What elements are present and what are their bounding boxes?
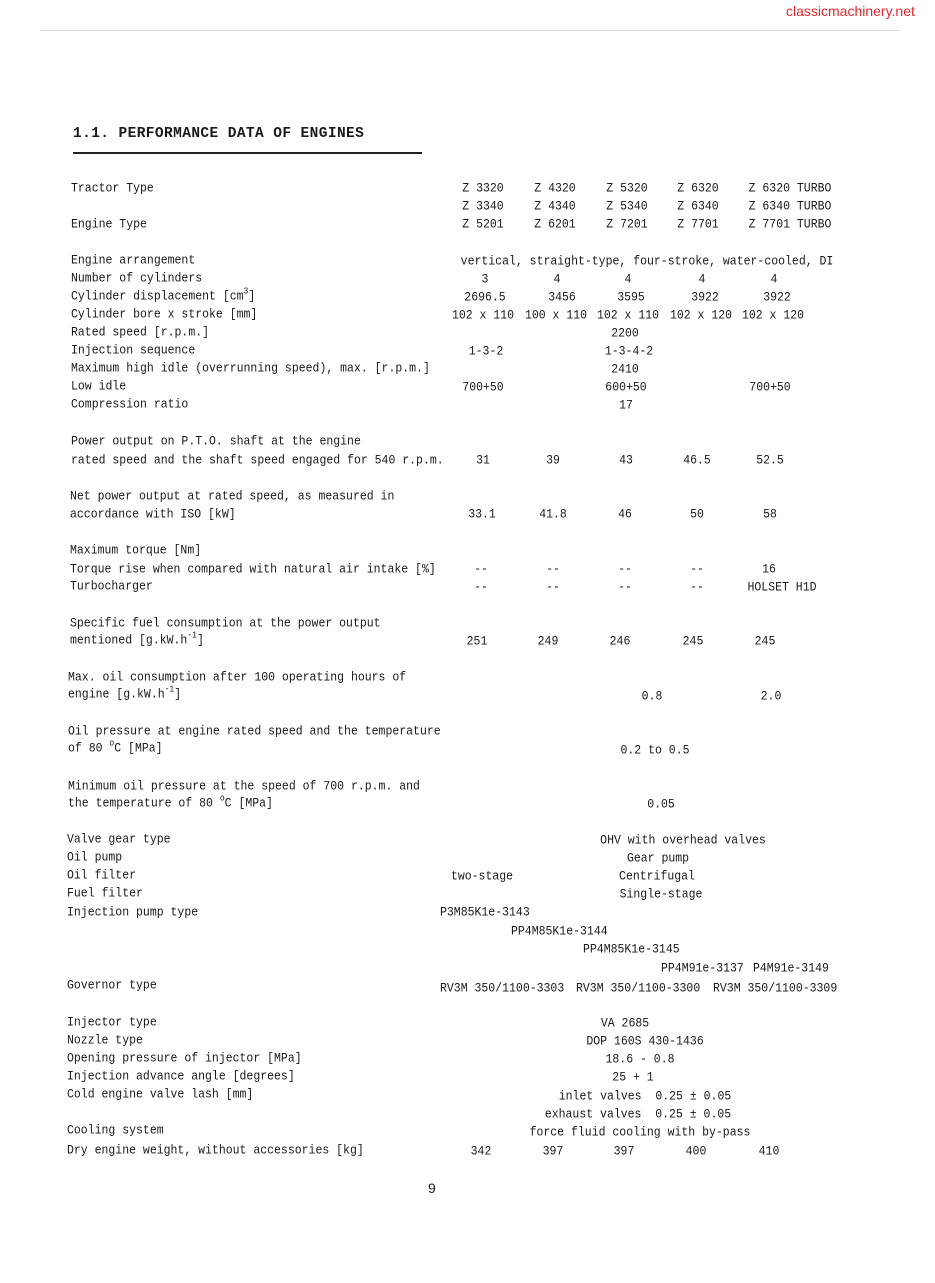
value: Gear pump bbox=[626, 850, 690, 866]
value: 1-3-2 bbox=[468, 343, 504, 359]
label: Injection pump type bbox=[67, 904, 199, 920]
label: Injector type bbox=[67, 1014, 157, 1030]
value: 246 bbox=[609, 633, 631, 649]
label: Torque rise when compared with natural air intake [%] bbox=[70, 561, 436, 577]
title-underline bbox=[73, 152, 422, 154]
label: Engine Type bbox=[71, 216, 147, 232]
value: 2696.5 bbox=[464, 289, 506, 305]
value: Centrifugal bbox=[619, 868, 695, 884]
header-rule bbox=[40, 30, 900, 31]
value: 2410 bbox=[611, 361, 639, 377]
value: 397 bbox=[613, 1143, 635, 1159]
value: 58 bbox=[763, 506, 777, 522]
label: Oil pump bbox=[67, 849, 123, 865]
value: 2200 bbox=[611, 325, 639, 341]
label: accordance with ISO [kW] bbox=[70, 506, 236, 522]
label: Nozzle type bbox=[67, 1032, 143, 1048]
value: 18.6 - 0.8 bbox=[605, 1051, 675, 1067]
value: PP4M85K1e-3145 bbox=[583, 941, 680, 957]
value: Z 3340 bbox=[462, 198, 504, 214]
value: Z 6201 bbox=[534, 216, 576, 232]
value: -- bbox=[474, 561, 488, 577]
value: 17 bbox=[619, 397, 633, 413]
value: VA 2685 bbox=[600, 1015, 650, 1031]
value: 3595 bbox=[617, 289, 645, 305]
value: Z 3320 bbox=[462, 180, 504, 196]
value: 102 x 120 bbox=[741, 307, 805, 323]
label: Engine arrangement bbox=[71, 252, 196, 268]
value: Z 5340 bbox=[606, 198, 648, 214]
value: 410 bbox=[758, 1143, 780, 1159]
value: Z 6320 TURBO bbox=[748, 180, 832, 196]
label: the temperature of 80 $^o$C [MPa] bbox=[68, 793, 273, 811]
value: 0.2 to 0.5 bbox=[620, 742, 690, 758]
label: Governor type bbox=[67, 977, 157, 993]
label: Specific fuel consumption at the power output bbox=[70, 615, 381, 631]
value: exhaust valves 0.25 ± 0.05 bbox=[544, 1106, 732, 1122]
label: Opening pressure of injector [MPa] bbox=[67, 1050, 302, 1066]
label: Fuel filter bbox=[67, 885, 143, 901]
label: mentioned $[g.kW.h^{-1}]$ bbox=[70, 630, 204, 648]
value: 3456 bbox=[548, 289, 576, 305]
value: inlet valves 0.25 ± 0.05 bbox=[558, 1088, 732, 1104]
value: 2.0 bbox=[760, 688, 782, 704]
section-title: 1.1. PERFORMANCE DATA OF ENGINES bbox=[73, 126, 365, 142]
value: 100 x 110 bbox=[524, 307, 588, 323]
label: Max. oil consumption after 100 operating hours of bbox=[68, 669, 407, 685]
value: 25 + 1 bbox=[612, 1069, 654, 1085]
watermark: classicmachinery.net bbox=[786, 3, 915, 19]
label: Oil filter bbox=[67, 867, 137, 883]
label: Power output on P.T.O. shaft at the engine bbox=[71, 433, 361, 449]
value: DOP 160S 430-1436 bbox=[586, 1033, 704, 1049]
label: Cold engine valve lash [mm] bbox=[67, 1086, 254, 1102]
value: Z 5320 bbox=[606, 180, 648, 196]
label: Cylinder bore x stroke [mm] bbox=[71, 306, 258, 322]
value: 4 bbox=[553, 271, 561, 287]
label: Cylinder displacement $[cm^3]$ bbox=[71, 286, 256, 304]
value: RV3M 350/1100-3303 bbox=[440, 980, 565, 996]
label: Dry engine weight, without accessories [kg] bbox=[67, 1142, 364, 1158]
value: 43 bbox=[619, 452, 633, 468]
label: Low idle bbox=[71, 378, 127, 394]
value: -- bbox=[690, 561, 704, 577]
value: RV3M 350/1100-3300 bbox=[576, 980, 701, 996]
label: Compression ratio bbox=[71, 396, 189, 412]
label: Cooling system bbox=[67, 1122, 164, 1138]
value: 33.1 bbox=[468, 506, 496, 522]
value: 3 bbox=[481, 271, 489, 287]
value: force fluid cooling with by-pass bbox=[529, 1124, 751, 1140]
value: -- bbox=[474, 579, 488, 595]
value: 342 bbox=[470, 1143, 492, 1159]
value: -- bbox=[690, 579, 704, 595]
value: 39 bbox=[546, 452, 560, 468]
value: 245 bbox=[754, 633, 776, 649]
label: Number of cylinders bbox=[71, 270, 203, 286]
value: 46 bbox=[618, 506, 632, 522]
label: rated speed and the shaft speed engaged for 540 r.p.m. bbox=[71, 452, 444, 468]
label: Rated speed [r.p.m.] bbox=[71, 324, 210, 340]
label: Injection advance angle [degrees] bbox=[67, 1068, 295, 1084]
value: 0.05 bbox=[647, 796, 675, 812]
value: 700+50 bbox=[749, 379, 791, 395]
value: PP4M85K1e-3144 bbox=[511, 923, 608, 939]
value: 4 bbox=[698, 271, 706, 287]
value: 50 bbox=[690, 506, 704, 522]
value: 1-3-4-2 bbox=[604, 343, 654, 359]
page-number: 9 bbox=[428, 1180, 436, 1196]
value: Z 7701 bbox=[677, 216, 719, 232]
value: -- bbox=[618, 561, 632, 577]
label: Valve gear type bbox=[67, 831, 171, 847]
value: P4M91e-3149 bbox=[753, 960, 829, 976]
label: of 80 $^o$C [MPa] bbox=[68, 738, 163, 756]
value: Z 5201 bbox=[462, 216, 504, 232]
value: Z 7201 bbox=[606, 216, 648, 232]
value: Z 4340 bbox=[534, 198, 576, 214]
value: 41.8 bbox=[539, 506, 567, 522]
value: OHV with overhead valves bbox=[600, 832, 766, 848]
value: Z 4320 bbox=[534, 180, 576, 196]
value: two-stage bbox=[450, 868, 514, 884]
value: 102 x 110 bbox=[451, 307, 515, 323]
label: Oil pressure at engine rated speed and the temperature bbox=[68, 723, 441, 739]
value: 400 bbox=[685, 1143, 707, 1159]
value: P3M85K1e-3143 bbox=[440, 904, 530, 920]
value: -- bbox=[618, 579, 632, 595]
value: Single-stage bbox=[619, 886, 703, 902]
value: 3922 bbox=[691, 289, 719, 305]
value: 4 bbox=[624, 271, 632, 287]
value: PP4M91e-3137 bbox=[661, 960, 744, 976]
label: Turbocharger bbox=[70, 578, 153, 594]
value: 4 bbox=[770, 271, 778, 287]
value: Z 7701 TURBO bbox=[748, 216, 832, 232]
value: vertical, straight-type, four-stroke, water-cooled, DI bbox=[460, 253, 834, 269]
value: 46.5 bbox=[683, 452, 711, 468]
value: 245 bbox=[682, 633, 704, 649]
value: 102 x 120 bbox=[669, 307, 733, 323]
value: 31 bbox=[476, 452, 490, 468]
value: Z 6340 bbox=[677, 198, 719, 214]
label: Tractor Type bbox=[71, 180, 154, 196]
value: 600+50 bbox=[605, 379, 647, 395]
value: 52.5 bbox=[756, 452, 784, 468]
label: engine $[g.kW.h^{-1}]$ bbox=[68, 684, 182, 702]
value: -- bbox=[546, 561, 560, 577]
value: HOLSET H1D bbox=[747, 579, 817, 595]
value: 3922 bbox=[763, 289, 791, 305]
value: 249 bbox=[537, 633, 559, 649]
label: Maximum high idle (overrunning speed), max. [r.p.m.] bbox=[71, 360, 430, 376]
value: 102 x 110 bbox=[596, 307, 660, 323]
value: RV3M 350/1100-3309 bbox=[713, 980, 838, 996]
label: Net power output at rated speed, as measured in bbox=[70, 488, 395, 504]
label: Maximum torque [Nm] bbox=[70, 542, 202, 558]
value: Z 6320 bbox=[677, 180, 719, 196]
value: Z 6340 TURBO bbox=[748, 198, 832, 214]
value: 16 bbox=[762, 561, 776, 577]
label: Injection sequence bbox=[71, 342, 196, 358]
value: 0.8 bbox=[641, 688, 663, 704]
value: 251 bbox=[466, 633, 488, 649]
value: -- bbox=[546, 579, 560, 595]
value: 397 bbox=[542, 1143, 564, 1159]
label: Minimum oil pressure at the speed of 700 r.p.m. and bbox=[68, 778, 420, 794]
value: 700+50 bbox=[462, 379, 504, 395]
